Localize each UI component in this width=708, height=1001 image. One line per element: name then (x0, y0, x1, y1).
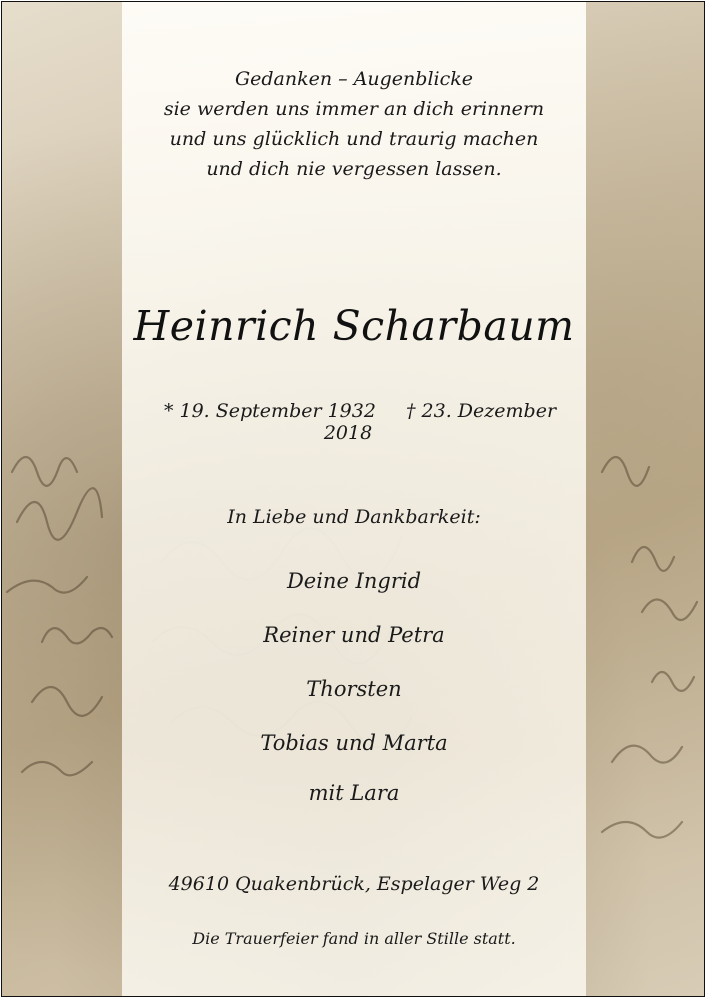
quote-line: und dich nie vergessen lassen. (206, 158, 502, 180)
mourner-name: mit Lara (308, 781, 400, 805)
obituary-content (122, 2, 586, 997)
quote-line: und uns glücklich und traurig machen (169, 128, 539, 150)
funeral-notice: Die Trauerfeier fand in aller Stille statt. (192, 929, 516, 948)
life-dates (122, 400, 586, 444)
mourner-name: Reiner und Petra (263, 623, 445, 647)
mourner-name: Tobias und Marta (260, 731, 448, 755)
quote-line: sie werden uns immer an dich erinnern (163, 98, 545, 120)
obituary-card (1, 1, 705, 997)
memorial-quote (122, 64, 586, 184)
mourners-intro: In Liebe und Dankbarkeit: (227, 506, 481, 528)
mourner-name: Deine Ingrid (286, 569, 422, 593)
mourners-list (122, 565, 586, 831)
quote-line: Gedanken – Augenblicke (234, 68, 474, 90)
deceased-name: Heinrich Scharbaum (133, 302, 575, 350)
mourner-name: Thorsten (306, 677, 402, 701)
death-date: † 23. Dezember 2018 (323, 400, 557, 444)
birth-date: * 19. September 1932 (163, 400, 376, 422)
family-address: 49610 Quakenbrück, Espelager Weg 2 (168, 873, 540, 895)
